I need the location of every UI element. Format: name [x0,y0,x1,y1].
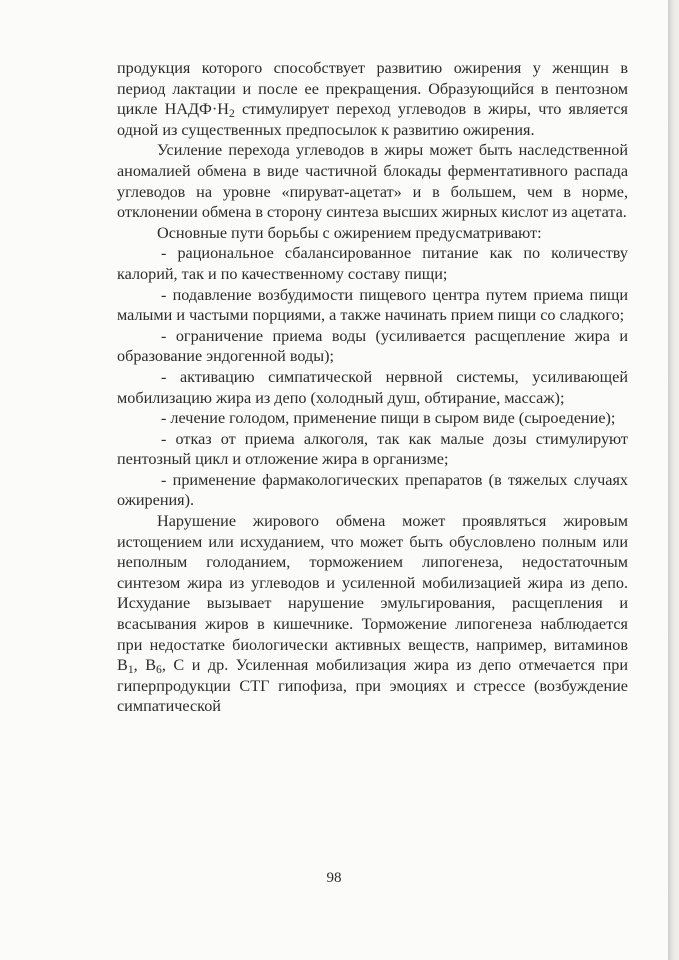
subscript-2: 2 [228,107,235,121]
paragraph-4-text-b: , B [133,656,157,675]
subscript-6: 6 [156,663,162,677]
page-number: 98 [326,870,342,886]
paragraph-1-text-a: продукция которого способствует развитию ожирения у женщин в период лактации и после ее прекращения. Образующийся в пентозном цикле НАДФ·Н [117,59,628,119]
paragraph-1 [117,58,628,140]
list-item: - подавление возбудимости пищевого центра путем приема пищи малыми и частыми порциями, а также начинать прием пищи со сладкого; [117,285,628,325]
list-item: - ограничение приема воды (усиливается расщепление жира и образование эндогенной воды); [117,326,628,366]
paragraph-2: Усиление перехода углеводов в жиры может быть наследственной аномалией обмена в виде частичной блокады ферментативного распада углеводов на уровне «пируват-ацетат» и в большем, чем в норме, отклонении обмена в сторону синтеза высших жирных кислот из ацетата. [117,141,628,222]
paragraph-1-text-b: стимулирует переход углеводов в жиры, что является одной из существенных предпосылок к развитию ожирения. [117,100,628,139]
paragraph-3: Основные пути борьбы с ожирением предусматривают: [157,223,542,242]
subscript-1: 1 [127,663,134,677]
list-item: - применение фармакологических препаратов (в тяжелых случаях ожирения). [117,470,628,510]
paragraph-4-text-a: Нарушение жирового обмена может проявляться жировым истощением или исхуданием, что может быть обусловлено полным или неполным голоданием, торможением липогенеза, недостаточным синтезом жира из углеводов и усиленной мобилизацией жира из депо. Исхудание вызывает нарушение эмульгирования, расщепления и всасывания жиров в кишечнике. Торможение липогенеза наблюдается при недостатке биологически активных веществ, например, витаминов B [117,512,628,675]
list-item: - рациональное сбалансированное питание как по количеству калорий, так и по качественному составу пищи; [117,244,628,283]
list-item: - активацию симпатической нервной системы, усиливающей мобилизацию жира из депо (холодный душ, обтирание, массаж); [117,367,628,407]
paragraph-4-text-c: , C и др. Усиленная мобилизация жира из депо отмечается при гиперпродукции СТГ гипофиза, при эмоциях и стрессе (возбуждение симпатической [117,656,628,716]
paragraph-4 [117,511,628,717]
body-text [117,58,628,717]
list-item: - отказ от приема алкоголя, так как малые дозы стимулируют пентозный цикл и отложение жира в организме; [117,429,628,469]
list-item: - лечение голодом, применение пищи в сыром виде (сыроедение); [161,409,616,428]
page-edge [668,0,679,960]
